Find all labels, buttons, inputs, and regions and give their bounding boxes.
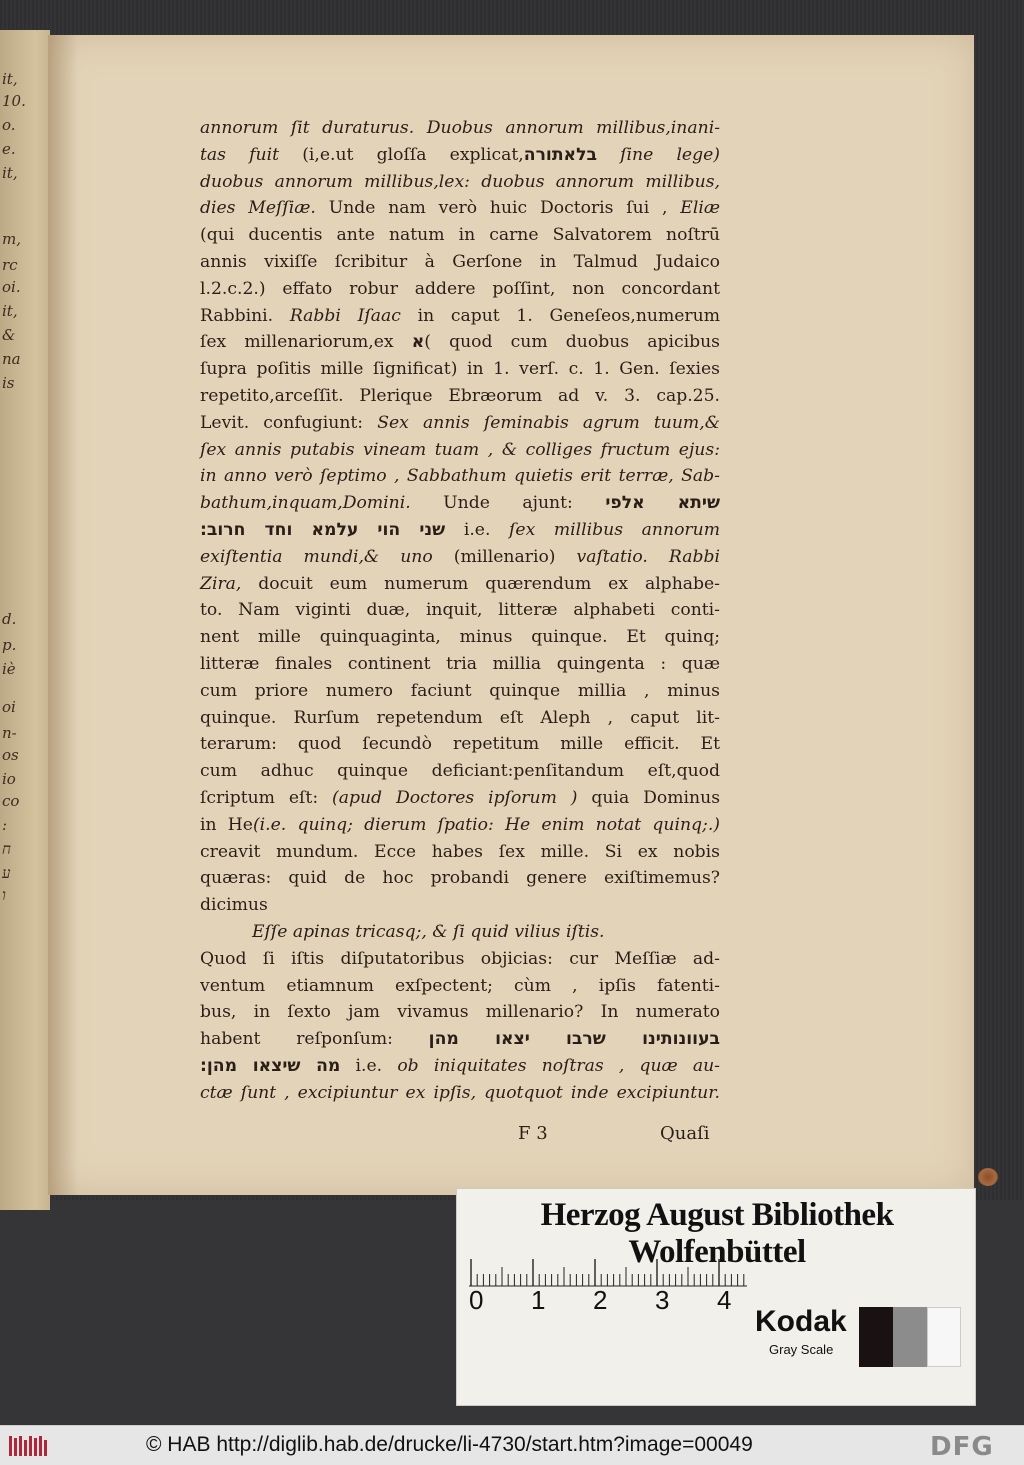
italic-text: ob iniquitates noſtras , quæ au- xyxy=(397,1055,720,1076)
italic-text: Eliæ xyxy=(680,198,720,219)
text-line xyxy=(200,839,720,866)
italic-text: dies Meſſiæ. xyxy=(200,198,316,219)
text-line xyxy=(200,115,720,142)
gray-patch-black xyxy=(859,1307,893,1367)
text-line xyxy=(200,463,720,490)
text-line xyxy=(200,329,720,356)
scale-ruler xyxy=(469,1257,749,1337)
ruler-number: 3 xyxy=(655,1285,670,1315)
dfg-logo: DFG xyxy=(930,1432,994,1462)
text-line xyxy=(200,892,720,919)
book-page xyxy=(48,35,974,1195)
roman-text: habent reſponſum: xyxy=(200,1029,429,1050)
catchword: Quaſi xyxy=(660,1123,710,1144)
previous-page-fragment: n- xyxy=(2,724,17,742)
roman-text: ſupra poſitis mille ſignificat) in 1. verſ. c. 1. Gen. ſexies xyxy=(200,359,720,380)
italic-text: (i.e. quinq; dierum ſpatio: He enim notat quinq;.) xyxy=(252,814,720,835)
roman-text: cum adhuc quinque deficiant:penſitandum eſt,quod xyxy=(200,761,720,782)
hebrew-text: א xyxy=(411,332,425,353)
roman-text: Rabbini. xyxy=(200,305,290,326)
page-text-block xyxy=(200,115,720,1106)
roman-text: creavit mundum. Ecce habes ſex mille. Si ex nobis xyxy=(200,841,720,862)
ruler-number: 1 xyxy=(531,1285,546,1315)
text-line xyxy=(200,142,720,169)
italic-text: Rabbi Iſaac xyxy=(289,305,401,326)
previous-page-fragment: oi. xyxy=(2,278,21,296)
kodak-logo: Kodak xyxy=(755,1305,847,1338)
roman-text: ſex millenariorum,ex xyxy=(200,332,412,353)
roman-text: ventum etiamnum exſpectent; cùm , ipſis fatenti- xyxy=(200,975,720,996)
text-line xyxy=(200,249,720,276)
library-name: Herzog August Bibliothek Wolfenbüttel xyxy=(540,1197,894,1270)
roman-text: ( quod cum duobus apicibus xyxy=(424,332,720,353)
roman-text: Unde ajunt: xyxy=(410,493,606,514)
italic-text: ſex millibus annorum xyxy=(509,519,720,540)
italic-text: Zira, xyxy=(200,573,242,594)
roman-text: ſcriptum eſt: xyxy=(200,787,333,808)
italic-text: ctæ ſunt , excipiuntur ex ipſis, quotquot inde excipiuntur. xyxy=(200,1082,720,1103)
text-line xyxy=(200,544,720,571)
italic-text: duobus annorum millibus,lex: duobus annorum millibus, xyxy=(200,171,720,192)
previous-page-fragment: o. xyxy=(2,116,16,134)
previous-page-fragment: iè xyxy=(2,660,16,678)
italic-text: bathum,inquam,Domini. xyxy=(200,493,411,514)
italic-text: annorum ſit duraturus. Duobus annorum millibus,inani- xyxy=(200,118,720,138)
roman-text: quia Dominus xyxy=(577,787,721,808)
previous-page-edge xyxy=(0,30,50,1210)
italic-text: exiſtentia mundi,& uno xyxy=(200,546,433,567)
italic-text: in anno verò ſeptimo , Sabbathum quietis erit terræ, Sab- xyxy=(200,466,720,487)
previous-page-fragment: it, xyxy=(2,164,18,182)
roman-text: in He xyxy=(200,814,253,835)
italic-text: ſex annis putabis vineam tuam , & colliges fructum ejus: xyxy=(200,439,720,460)
italic-text: (apud Doctores ipſorum ) xyxy=(332,787,578,808)
previous-page-fragment: rc xyxy=(2,256,18,274)
viewer-footer-bar xyxy=(0,1425,1024,1465)
roman-text: Levit. confugiunt: xyxy=(200,412,378,433)
hebrew-text: שיתא אלפי xyxy=(605,493,720,514)
roman-text: i.e. xyxy=(445,519,510,540)
text-line xyxy=(200,410,720,437)
text-line xyxy=(200,597,720,624)
previous-page-fragment: it, xyxy=(2,70,18,88)
kodak-subtitle: Gray Scale xyxy=(769,1342,834,1357)
text-line xyxy=(200,678,720,705)
text-line xyxy=(200,624,720,651)
italic-text: vaſtatio. Rabbi xyxy=(576,546,720,567)
text-line xyxy=(200,1080,720,1107)
previous-page-fragment: & xyxy=(2,326,16,344)
text-line xyxy=(200,383,720,410)
text-line xyxy=(200,437,720,464)
text-line xyxy=(200,1026,720,1053)
hab-logo-icon xyxy=(8,1434,48,1458)
previous-page-fragment: ח xyxy=(2,840,11,858)
previous-page-fragment: it, xyxy=(2,302,18,320)
hebrew-text: מה שיצאו מהן: xyxy=(200,1055,341,1076)
roman-text: Unde nam verò huic Doctoris ſui , xyxy=(315,198,681,219)
text-line xyxy=(200,999,720,1026)
text-line xyxy=(200,865,720,892)
italic-text: Eſſe apinas tricasq;, & ſi quid vilius iſtis. xyxy=(252,921,605,942)
previous-page-fragment: : xyxy=(2,816,8,834)
roman-text: litteræ finales continent tria millia quingenta : quæ xyxy=(200,653,720,674)
text-line xyxy=(200,651,720,678)
roman-text: repetito,arceſſit. Plerique Ebræorum ad v. 3. cap.25. xyxy=(200,385,720,406)
previous-page-fragment: p. xyxy=(2,636,17,654)
text-line xyxy=(200,303,720,330)
previous-page-fragment: 10. xyxy=(2,92,26,110)
text-line xyxy=(200,356,720,383)
roman-text: terarum: quod ſecundò repetitum mille efficit. Et xyxy=(200,734,720,755)
text-line xyxy=(200,195,720,222)
paper-stain xyxy=(978,1168,998,1186)
roman-text: quæras: quid de hoc probandi genere exiſtimemus? xyxy=(200,868,720,889)
text-line xyxy=(200,276,720,303)
previous-page-fragment: na xyxy=(2,350,21,368)
previous-page-fragment: d. xyxy=(2,610,17,628)
text-line xyxy=(200,169,720,196)
text-line xyxy=(200,812,720,839)
text-line xyxy=(200,490,720,517)
roman-text: quinque. Rurſum repetendum eſt Aleph , caput lit- xyxy=(200,707,720,728)
signature-mark: F 3 xyxy=(518,1123,548,1144)
roman-text: cum priore numero faciunt quinque millia , minus xyxy=(200,680,720,701)
previous-page-fragment: co xyxy=(2,792,20,810)
hebrew-text: שני הוי עלמא וחד חרוב: xyxy=(200,519,446,540)
text-line xyxy=(200,1053,720,1080)
text-line xyxy=(200,785,720,812)
roman-text: bus, in ſexto jam vivamus millenario? In numerato xyxy=(200,1002,720,1023)
previous-page-fragment: os xyxy=(2,746,19,764)
gray-patch-white xyxy=(927,1307,961,1367)
text-line xyxy=(200,919,720,946)
text-line xyxy=(200,705,720,732)
roman-text: i.e. xyxy=(340,1055,398,1076)
text-line xyxy=(200,946,720,973)
previous-page-fragment: e. xyxy=(2,140,16,158)
roman-text: l.2.c.2.) effato robur addere poſſint, non concordant xyxy=(200,278,720,299)
roman-text: annis vixiſſe ſcribitur à Gerſone in Talmud Judaico xyxy=(200,251,720,272)
text-line xyxy=(200,758,720,785)
italic-text: tas fuit xyxy=(200,144,303,165)
previous-page-fragment: is xyxy=(2,374,15,392)
hebrew-text: בלאתורה xyxy=(523,144,597,165)
italic-text: Sex annis ſeminabis agrum tuum,& xyxy=(377,412,720,433)
previous-page-fragment: m, xyxy=(2,230,21,248)
ruler-number: 0 xyxy=(469,1285,484,1315)
italic-text: ſine lege) xyxy=(596,144,720,165)
roman-text: (millenario) xyxy=(432,546,577,567)
roman-text: dicimus xyxy=(200,895,268,916)
text-line xyxy=(200,973,720,1000)
text-line xyxy=(200,731,720,758)
gray-patch-mid xyxy=(893,1307,927,1367)
roman-text: in caput 1. Geneſeos,numerum xyxy=(400,305,721,326)
previous-page-fragment: ו xyxy=(2,886,6,904)
text-line xyxy=(200,222,720,249)
previous-page-fragment: oi xyxy=(2,698,16,716)
roman-text: Quod ſi iſtis diſputatoribus objicias: cur Meſſiæ ad- xyxy=(200,948,720,969)
roman-text: to. Nam viginti duæ, inquit, litteræ alphabeti conti- xyxy=(200,600,720,621)
ruler-ticks xyxy=(469,1257,749,1287)
roman-text: (i,e.ut gloſſa explicat, xyxy=(302,144,524,165)
color-calibration-card xyxy=(456,1188,976,1406)
roman-text: docuit eum numerum quærendum ex alphabe- xyxy=(241,573,720,594)
ruler-number: 4 xyxy=(717,1285,732,1315)
copyright-url[interactable]: © HAB http://diglib.hab.de/drucke/li-4730/start.htm?image=00049 xyxy=(146,1433,753,1456)
roman-text: nent mille quinquaginta, minus quinque. Et quinq; xyxy=(200,627,720,648)
previous-page-fragment: ע xyxy=(2,864,11,882)
previous-page-fragment: io xyxy=(2,770,16,788)
text-line xyxy=(200,517,720,544)
roman-text: (qui ducentis ante natum in carne Salvatorem noſtrū xyxy=(200,225,720,246)
text-line xyxy=(200,571,720,598)
ruler-number: 2 xyxy=(593,1285,608,1315)
hebrew-text: בעוונותינו שרבו יצאו מהן xyxy=(428,1029,720,1050)
